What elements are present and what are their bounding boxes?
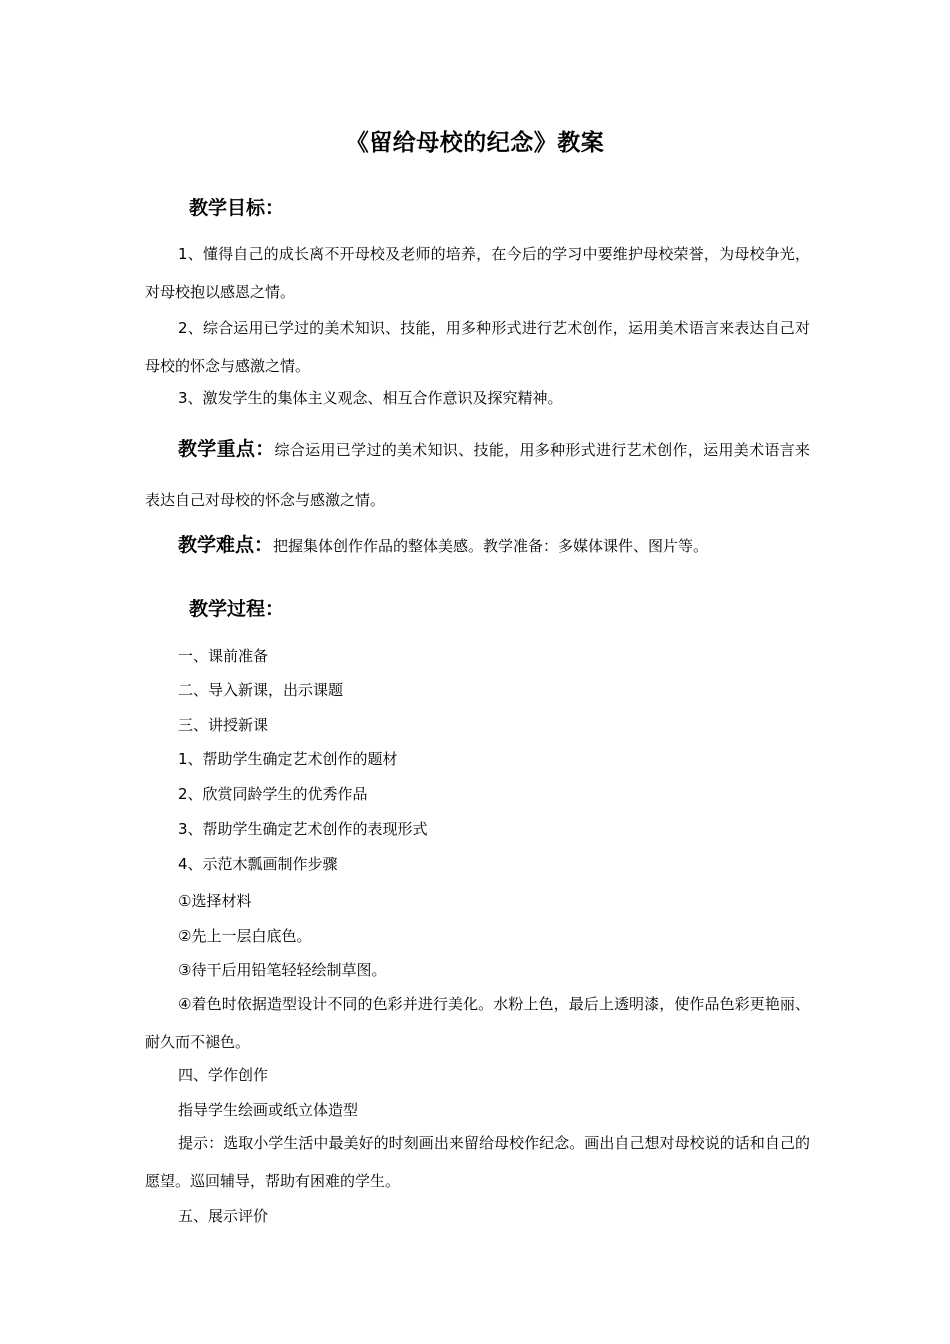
objectives-heading: 教学目标： [189,197,285,219]
key-points-paragraph [145,424,810,525]
process-section-5: 五、展示评价 [178,1207,269,1225]
difficulties-paragraph [145,520,810,571]
process-guide: 指导学生绘画或纸立体造型 [178,1101,359,1119]
objective-item-1: 1、懂得自己的成长离不开母校及老师的培养，在今后的学习中要维护母校荣誉，为母校争光，对母校抱以感恩之情。 [145,245,810,301]
process-tip: 提示：选取小学生活中最美好的时刻画出来留给母校作纪念。画出自己想对母校说的话和自己的愿望。巡回辅导，帮助有困难的学生。 [145,1134,810,1190]
process-line: 4、示范木瓢画制作步骤 [178,855,338,873]
difficulties-heading: 教学难点： [178,534,274,556]
process-line: 一、课前准备 [178,647,269,665]
process-line: 1、帮助学生确定艺术创作的题材 [178,750,398,768]
process-line: ①选择材料 [178,892,252,910]
document-title: 《留给母校的纪念》教案 [345,130,605,156]
process-step-4: ④着色时依据造型设计不同的色彩并进行美化。水粉上色，最后上透明漆，使作品色彩更艳丽、耐久而不褪色。 [145,995,810,1051]
process-heading: 教学过程： [189,598,285,620]
key-points-heading: 教学重点： [178,438,275,460]
process-line: 2、欣赏同龄学生的优秀作品 [178,785,368,803]
process-line: 三、讲授新课 [178,716,269,734]
process-line: ③待干后用铅笔轻轻绘制草图。 [178,961,387,979]
key-points-text: 综合运用已学过的美术知识、技能，用多种形式进行艺术创作，运用美术语言来表达自己对母校的怀念与感激之情。 [145,441,810,509]
process-line: 二、导入新课，出示课题 [178,681,344,699]
difficulties-text: 把握集体创作作品的整体美感。教学准备：多媒体课件、图片等。 [273,537,709,555]
process-line: ②先上一层白底色。 [178,927,312,945]
process-line: 3、帮助学生确定艺术创作的表现形式 [178,820,428,838]
objective-item-3: 3、激发学生的集体主义观念、相互合作意识及探究精神。 [178,389,563,407]
objective-item-2: 2、综合运用已学过的美术知识、技能，用多种形式进行艺术创作，运用美术语言来表达自己对母校的怀念与感激之情。 [145,319,810,375]
process-section-4: 四、学作创作 [178,1066,269,1084]
